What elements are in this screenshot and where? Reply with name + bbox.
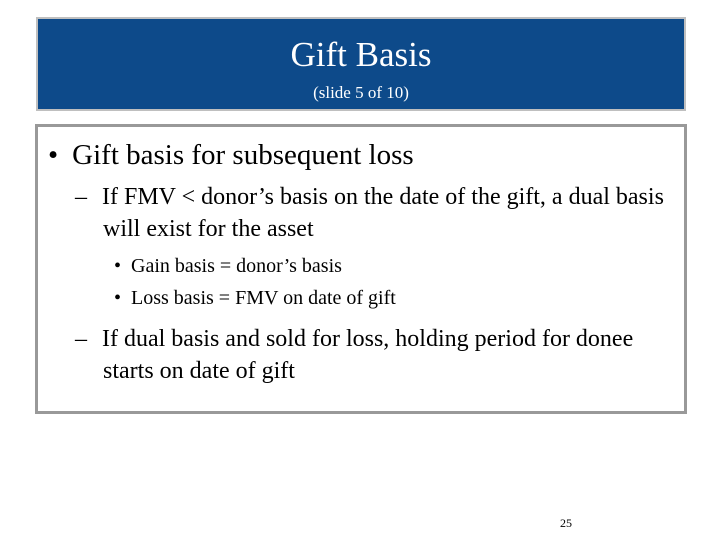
main-bullet [48,139,414,171]
dash-marker: – [75,184,87,210]
slide-subtitle: (slide 5 of 10) [313,83,409,102]
page-number: 25 [560,516,572,530]
bullet-marker: • [48,139,59,171]
slide-title: Gift Basis [290,35,432,74]
detail-text: Gain basis = donor’s basis [131,255,342,277]
sub-point-dual-basis [75,181,665,245]
detail-gain-basis [114,254,342,278]
bullet-marker: • [114,287,122,309]
detail-loss-basis [114,286,396,310]
detail-text: Loss basis = FMV on date of gift [131,287,396,309]
main-bullet-text: Gift basis for subsequent loss [72,139,414,171]
sub-point-text: If dual basis and sold for loss, holding period for donee starts on date of gift [102,326,634,384]
dash-marker: – [75,326,87,352]
sub-point-holding-period [75,323,665,387]
title-banner [36,17,686,111]
content-panel [35,124,687,414]
sub-point-text: If FMV < donor’s basis on the date of the gift, a dual basis will exist for the asset [102,184,664,242]
bullet-marker: • [114,255,122,277]
